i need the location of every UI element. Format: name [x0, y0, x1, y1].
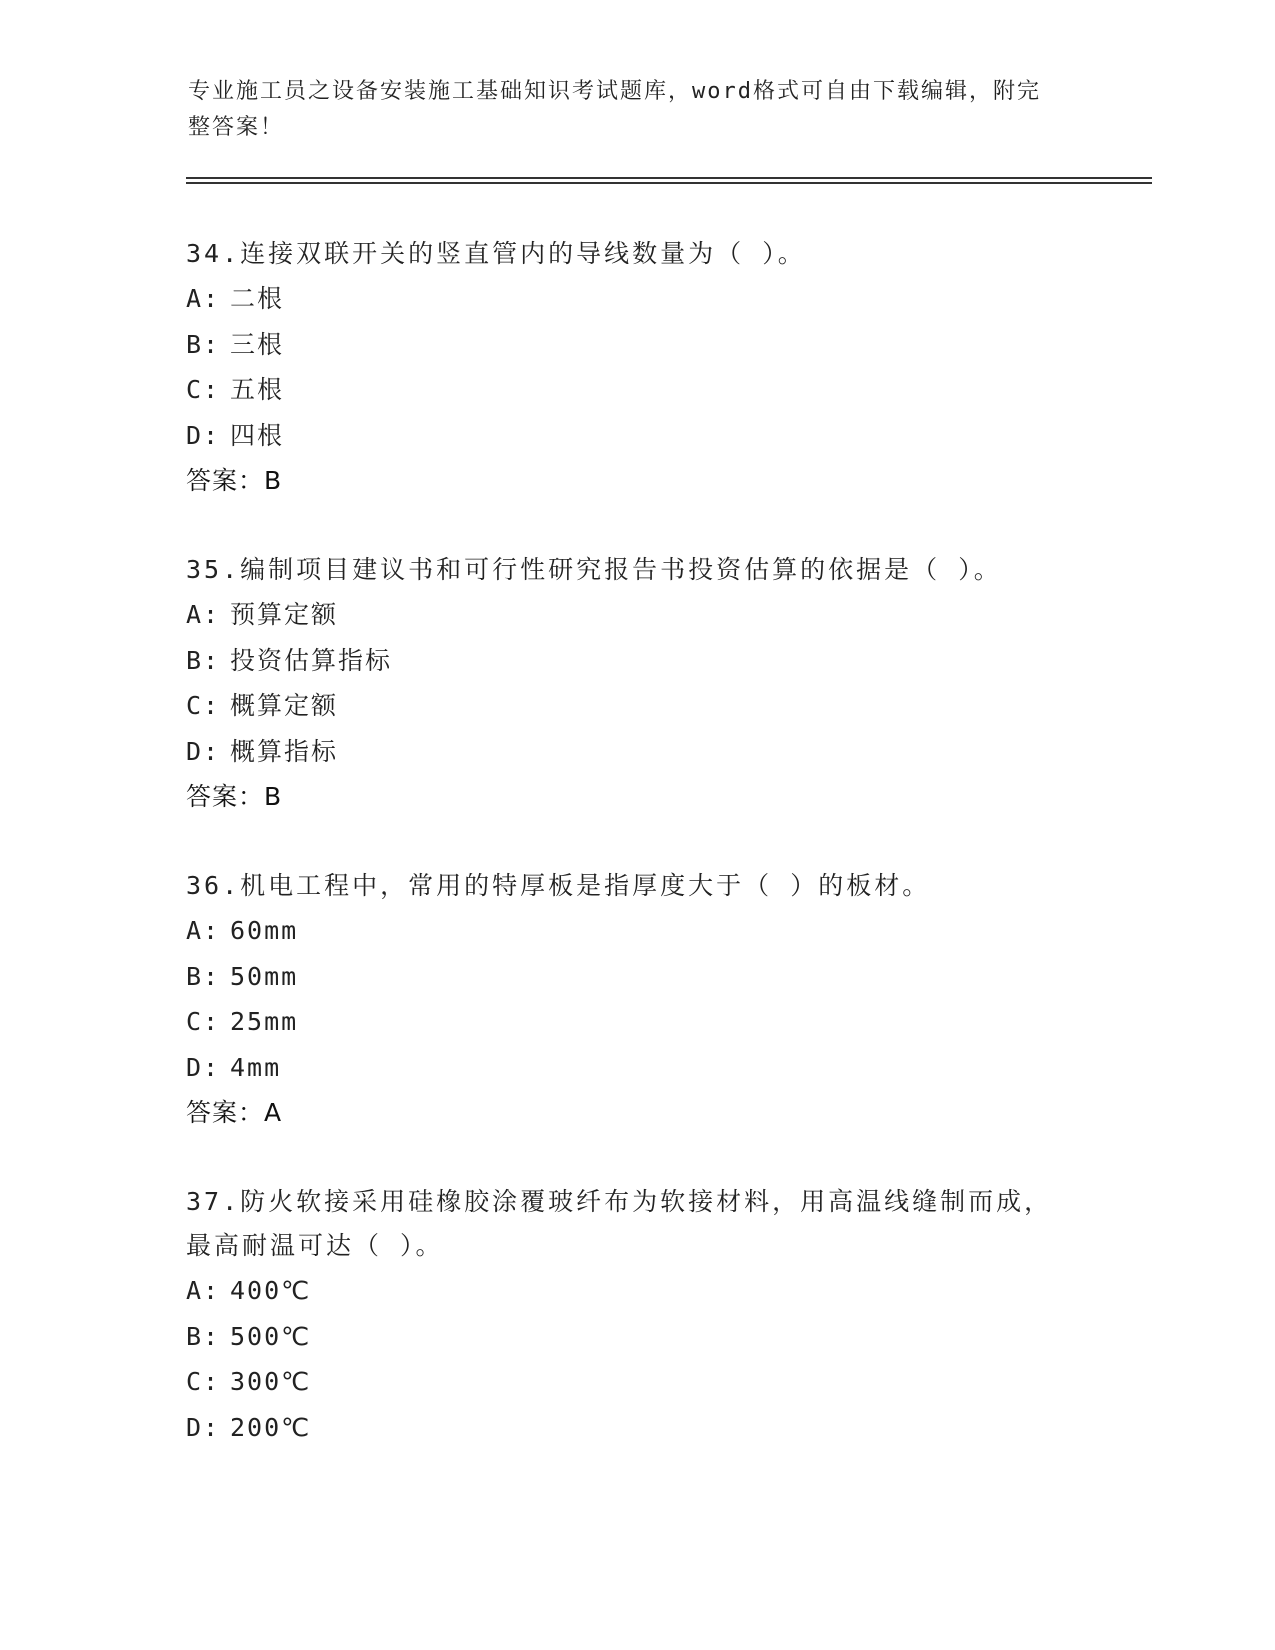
option-key: B:	[186, 1321, 221, 1351]
option-text: 概算定额	[230, 691, 339, 720]
header-divider-top	[186, 177, 1152, 179]
option-text: 五根	[230, 375, 285, 404]
answer-line: 答案：B	[186, 782, 283, 811]
option-b	[186, 954, 1086, 1000]
option-text: 500℃	[230, 1321, 312, 1351]
option-b	[186, 638, 1086, 684]
question-stem: 35.编制项目建议书和可行性研究报告书投资估算的依据是（ ）。	[186, 555, 1002, 584]
option-key: D:	[186, 1052, 221, 1082]
question-stem-line-1: 37.防火软接采用硅橡胶涂覆玻纤布为软接材料，用高温线缝制而成，	[186, 1187, 1053, 1216]
option-c	[186, 367, 1086, 413]
option-d	[186, 729, 1086, 775]
option-text: 60mm	[230, 916, 299, 945]
document-header	[188, 74, 1078, 146]
option-d	[186, 1045, 1086, 1091]
option-key: B:	[186, 961, 221, 991]
option-a	[186, 908, 1086, 954]
question-37	[186, 1180, 1086, 1450]
question-stem-line-2: 最高耐温可达（ ）。	[186, 1231, 444, 1260]
option-key: C:	[186, 375, 221, 404]
option-c	[186, 1359, 1086, 1405]
header-line-1: 专业施工员之设备安装施工基础知识考试题库，word格式可自由下载编辑，附完	[188, 79, 1041, 104]
header-line-2: 整答案！	[188, 115, 285, 140]
option-key: D:	[186, 420, 221, 450]
option-text: 二根	[230, 284, 285, 313]
option-a	[186, 592, 1086, 638]
option-key: C:	[186, 1367, 221, 1396]
header-divider-bottom	[186, 182, 1152, 184]
option-text: 200℃	[230, 1412, 312, 1442]
option-a	[186, 1268, 1086, 1314]
option-c	[186, 999, 1086, 1045]
question-stem: 36.机电工程中，常用的特厚板是指厚度大于（ ）的板材。	[186, 871, 931, 900]
option-text: 300℃	[230, 1367, 312, 1396]
option-d	[186, 413, 1086, 459]
option-c	[186, 683, 1086, 729]
option-key: D:	[186, 736, 221, 766]
option-text: 概算指标	[230, 736, 339, 766]
option-text: 投资估算指标	[230, 645, 393, 675]
option-key: A:	[186, 600, 221, 629]
answer-line: 答案：A	[186, 1098, 283, 1127]
option-key: A:	[186, 916, 221, 945]
option-b	[186, 322, 1086, 368]
option-key: D:	[186, 1412, 221, 1442]
question-36	[186, 864, 1086, 1135]
option-text: 50mm	[230, 961, 299, 991]
option-text: 400℃	[230, 1276, 312, 1305]
option-key: B:	[186, 645, 221, 675]
question-stem: 34.连接双联开关的竖直管内的导线数量为（ ）。	[186, 239, 806, 268]
option-key: A:	[186, 284, 221, 313]
option-key: C:	[186, 1007, 221, 1036]
option-key: C:	[186, 691, 221, 720]
question-34	[186, 232, 1086, 503]
option-text: 4mm	[230, 1052, 282, 1082]
option-d	[186, 1405, 1086, 1451]
option-b	[186, 1314, 1086, 1360]
option-text: 四根	[230, 420, 285, 450]
option-text: 25mm	[230, 1007, 299, 1036]
option-key: A:	[186, 1276, 221, 1305]
answer-line: 答案：B	[186, 466, 283, 495]
option-a	[186, 276, 1086, 322]
question-35	[186, 548, 1086, 819]
option-text: 预算定额	[230, 600, 339, 629]
option-text: 三根	[230, 329, 285, 359]
option-key: B:	[186, 329, 221, 359]
